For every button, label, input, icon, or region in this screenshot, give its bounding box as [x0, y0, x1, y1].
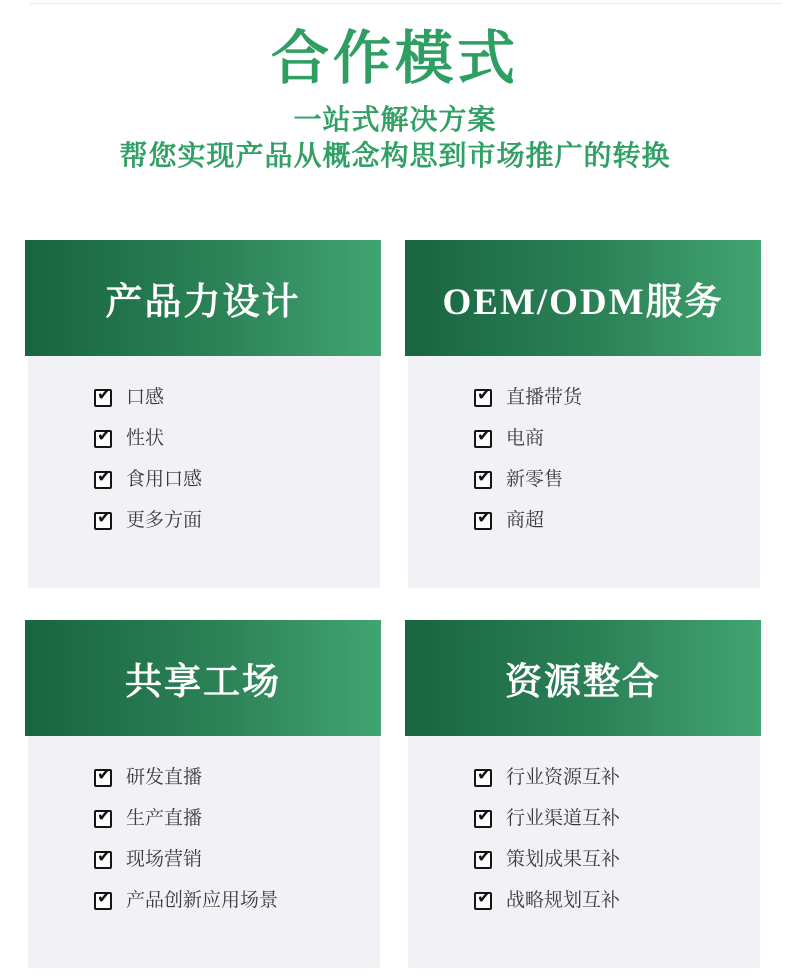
top-divider [30, 3, 782, 4]
list-item-label: 直播带货 [506, 387, 583, 408]
checkbox-checked-icon [94, 508, 112, 530]
list-item-label: 行业渠道互补 [506, 808, 621, 829]
check-icon: ✔ [97, 508, 112, 527]
list-item-label: 商超 [506, 510, 545, 531]
card-header [25, 240, 381, 356]
checkbox-checked-icon [94, 385, 112, 407]
check-icon: ✔ [97, 467, 112, 486]
card-body [28, 736, 380, 968]
list-item-label: 行业资源互补 [506, 767, 621, 788]
subtitle-line-1: 一站式解决方案 [293, 104, 497, 135]
card-title: 产品力设计 [105, 282, 301, 323]
list-item-label: 现场营销 [126, 849, 203, 870]
list-item [474, 767, 744, 789]
list-item-label: 策划成果互补 [506, 849, 621, 870]
list-item [474, 469, 744, 491]
list-item-label: 产品创新应用场景 [126, 890, 279, 911]
checkbox-checked-icon [94, 888, 112, 910]
list-item-label: 口感 [126, 387, 165, 408]
card-header [405, 240, 761, 356]
checkbox-checked-icon [94, 467, 112, 489]
list-item-label: 食用口感 [126, 469, 203, 490]
checkbox-checked-icon [94, 806, 112, 828]
card-title: 共享工场 [125, 662, 281, 703]
subtitle-line-2: 帮您实现产品从概念构思到市场推广的转换 [119, 140, 671, 171]
list-item-label: 研发直播 [126, 767, 203, 788]
checkbox-checked-icon [474, 426, 492, 448]
list-item-label: 新零售 [506, 469, 564, 490]
checkbox-checked-icon [474, 385, 492, 407]
checkbox-checked-icon [474, 806, 492, 828]
list-item [94, 849, 364, 871]
list-item [474, 808, 744, 830]
list-item-label: 电商 [506, 428, 545, 449]
list-item [474, 428, 744, 450]
card-title: OEM/ODM服务 [442, 282, 724, 323]
list-item-label: 战略规划互补 [506, 890, 621, 911]
checkbox-checked-icon [94, 765, 112, 787]
list-item [474, 890, 744, 912]
check-icon: ✔ [477, 765, 492, 784]
check-icon: ✔ [477, 467, 492, 486]
page-subtitle [0, 102, 790, 174]
checkbox-checked-icon [474, 847, 492, 869]
check-icon: ✔ [477, 806, 492, 825]
card-oem-odm-service [408, 240, 760, 588]
check-icon: ✔ [97, 888, 112, 907]
checkbox-checked-icon [474, 508, 492, 530]
list-item [94, 469, 364, 491]
card-header [25, 620, 381, 736]
check-icon: ✔ [477, 508, 492, 527]
list-item [94, 808, 364, 830]
check-icon: ✔ [97, 426, 112, 445]
list-item-label: 更多方面 [126, 510, 203, 531]
checkbox-checked-icon [474, 467, 492, 489]
list-item [94, 767, 364, 789]
check-icon: ✔ [477, 385, 492, 404]
checkbox-checked-icon [474, 888, 492, 910]
check-icon: ✔ [477, 847, 492, 866]
card-body [408, 356, 760, 588]
check-icon: ✔ [97, 806, 112, 825]
page-title: 合作模式 [270, 26, 519, 91]
list-item [474, 849, 744, 871]
list-item [94, 510, 364, 532]
card-body [408, 736, 760, 968]
card-shared-factory [28, 620, 380, 968]
list-item [474, 510, 744, 532]
cards-grid [28, 240, 760, 968]
list-item-label: 性状 [126, 428, 165, 449]
list-item [94, 428, 364, 450]
check-icon: ✔ [97, 765, 112, 784]
check-icon: ✔ [477, 426, 492, 445]
list-item [94, 890, 364, 912]
card-resource-integration [408, 620, 760, 968]
list-item [94, 387, 364, 409]
check-icon: ✔ [97, 847, 112, 866]
card-title: 资源整合 [505, 662, 661, 703]
checkbox-checked-icon [94, 847, 112, 869]
card-product-design [28, 240, 380, 588]
checkbox-checked-icon [94, 426, 112, 448]
check-icon: ✔ [97, 385, 112, 404]
list-item-label: 生产直播 [126, 808, 203, 829]
card-header [405, 620, 761, 736]
list-item [474, 387, 744, 409]
check-icon: ✔ [477, 888, 492, 907]
card-body [28, 356, 380, 588]
checkbox-checked-icon [474, 765, 492, 787]
